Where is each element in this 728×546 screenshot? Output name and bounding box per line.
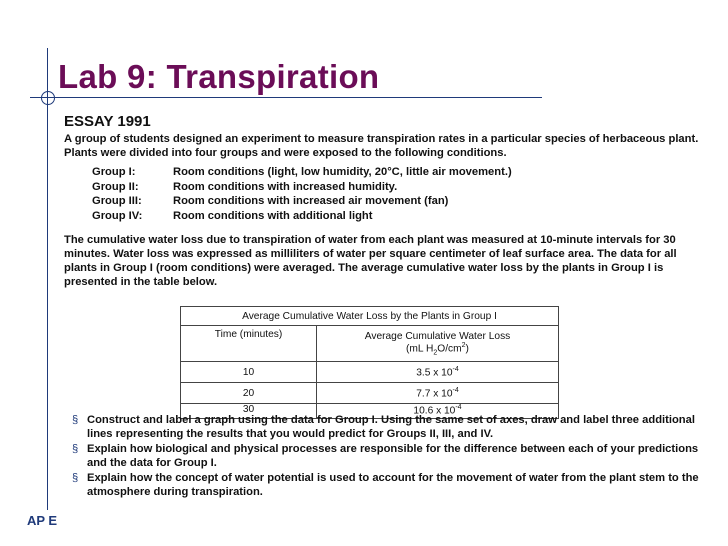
bullet-icon: §: [72, 414, 79, 426]
table-header-row: [181, 326, 559, 362]
question-text: Explain how the concept of water potential is used to account for the movement of water from the plant stem to the atmosphere during transpiration.: [87, 472, 699, 498]
question-text: Construct and label a graph using the data for Group I. Using the same set of axes, draw and label three additional lines representing the results that you would predict for Groups II, III, and IV.: [87, 414, 695, 440]
unit-mid: O/cm: [437, 343, 462, 355]
water-loss-table: [180, 306, 559, 419]
value-mantissa: 3.5 x 10: [416, 367, 453, 379]
list-item: [72, 471, 712, 499]
time-cell: 10: [181, 362, 317, 383]
group-row: [92, 166, 512, 181]
bullet-icon: §: [72, 443, 79, 455]
column-header-time: Time (minutes): [181, 326, 317, 362]
value-exponent: -4: [455, 404, 462, 411]
group-row: [92, 195, 512, 210]
frame-crosshair-icon: [41, 91, 55, 105]
group-condition: Room conditions with increased air movement (fan): [173, 195, 449, 208]
group-row: [92, 210, 512, 225]
value-mantissa: 10.6 x 10: [413, 405, 456, 417]
unit-superscript: 2: [461, 341, 466, 349]
table-caption-row: [181, 307, 559, 326]
group-name: Group III:: [92, 195, 142, 208]
essay-heading: ESSAY 1991: [64, 113, 151, 130]
unit-prefix: (mL H: [406, 343, 434, 355]
unit-suffix: ): [465, 343, 469, 355]
description-paragraph: The cumulative water loss due to transpiration of water from each plant was measured at 10-minute intervals for 30 minutes. Water loss was expressed as milliliters of water per square centimeter of leaf surface area. The data for all plants in Group I (room conditions) were averaged. The average cumulative water loss by the plants in Group I is presented in the table below.: [64, 234, 677, 288]
table-caption: Average Cumulative Water Loss by the Plants in Group I: [181, 307, 559, 326]
list-item: [72, 413, 712, 441]
column-header-water-loss: [317, 326, 559, 362]
group-condition: Room conditions (light, low humidity, 20°C, little air movement.): [173, 166, 512, 178]
group-name: Group I:: [92, 166, 136, 178]
column-header-line1: Average Cumulative Water Loss: [364, 330, 511, 342]
water-loss-cell: [317, 362, 559, 383]
question-text: Explain how biological and physical processes are responsible for the difference between each of your predictions and the data for Group I.: [87, 443, 699, 469]
slide-title: Lab 9: Transpiration: [58, 58, 380, 95]
time-cell: 20: [181, 383, 317, 404]
unit-subscript: 2: [433, 349, 438, 357]
frame-vertical-line: [47, 48, 48, 510]
group-name: Group II:: [92, 180, 139, 193]
group-condition: Room conditions with increased humidity.: [173, 180, 398, 193]
list-item: [72, 442, 712, 470]
table-row: [181, 383, 559, 404]
bullet-icon: §: [72, 472, 79, 484]
table-row: [181, 362, 559, 383]
frame-horizontal-line: [30, 97, 542, 98]
time-cell: 30: [181, 404, 317, 419]
column-header-unit: [317, 342, 558, 356]
groups-list: [92, 166, 512, 224]
group-name: Group IV:: [92, 209, 143, 222]
intro-paragraph: A group of students designed an experiment to measure transpiration rates in a particular species of herbaceous plant. Plants were divided into four groups and were exposed to the following conditions.: [64, 133, 699, 159]
question-list: [72, 413, 712, 500]
value-exponent: -4: [452, 365, 459, 373]
value-mantissa: 7.7 x 10: [416, 388, 453, 400]
group-condition: Room conditions with additional light: [173, 209, 373, 222]
water-loss-cell: [317, 383, 559, 404]
group-row: [92, 181, 512, 196]
value-exponent: -4: [452, 386, 459, 394]
footer-label: AP E: [27, 513, 58, 528]
